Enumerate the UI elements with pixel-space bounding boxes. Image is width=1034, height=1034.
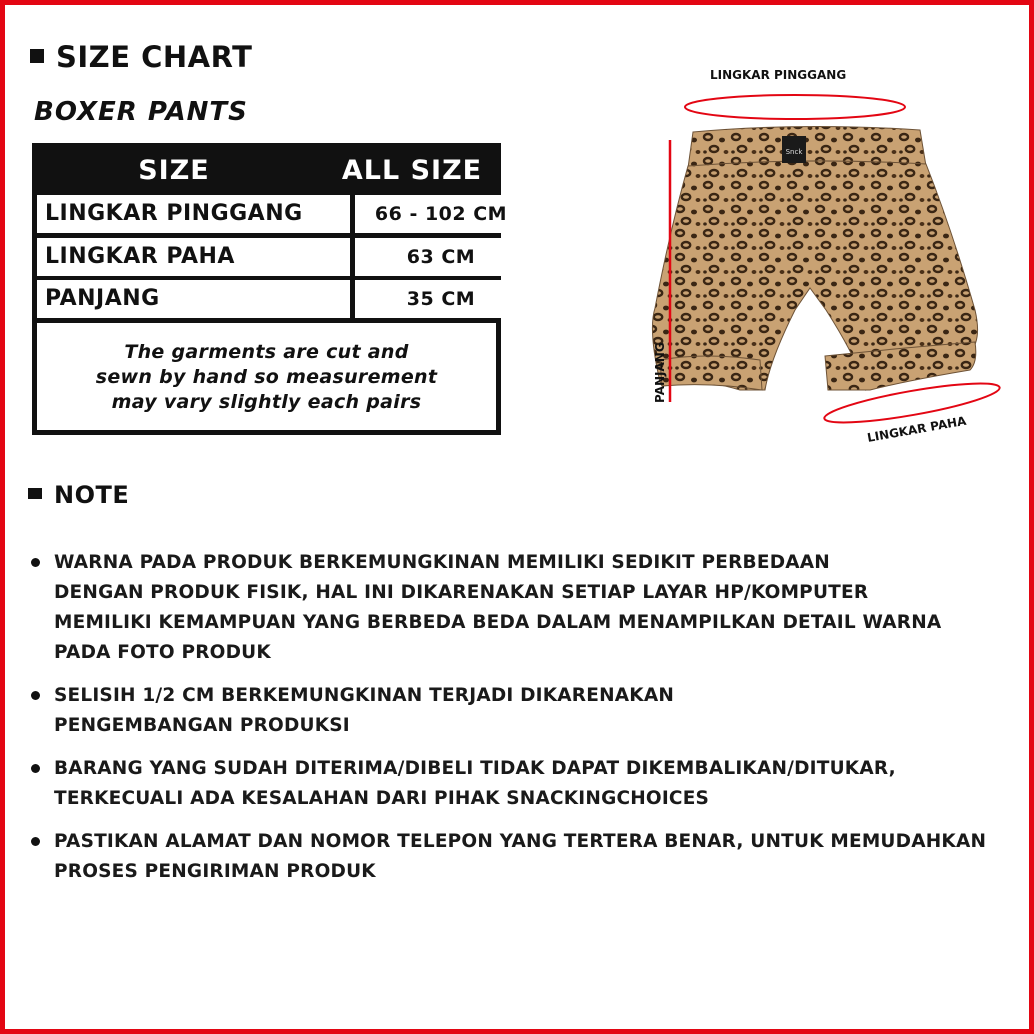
- note-list: [30, 548, 1020, 900]
- label-thigh: LINGKAR PAHA: [866, 413, 968, 445]
- bullet-dot-icon: [31, 837, 40, 846]
- label-waist: LINGKAR PINGGANG: [710, 68, 847, 82]
- note-item: [30, 681, 1020, 741]
- boxer-illustration: [590, 60, 1020, 460]
- note-line: DENGAN PRODUK FISIK, HAL INI DIKARENAKAN SETIAP LAYAR HP/KOMPUTER: [54, 582, 869, 603]
- row-value-waist: 66 - 102 CM: [355, 195, 527, 233]
- size-table-header: [32, 143, 501, 193]
- right-leg-cuff: [825, 342, 976, 390]
- square-bullet-icon: [28, 488, 42, 499]
- brand-tag-text: Snck: [785, 148, 803, 156]
- note-item: [30, 827, 1020, 887]
- row-label-length: PANJANG: [37, 280, 350, 318]
- note-line: PROSES PENGIRIMAN PRODUK: [54, 861, 376, 882]
- bullet-dot-icon: [31, 691, 40, 700]
- size-chart-title: SIZE CHART: [56, 40, 253, 74]
- bullet-dot-icon: [31, 764, 40, 773]
- row-label-waist: LINGKAR PINGGANG: [37, 195, 350, 233]
- row-value-length: 35 CM: [355, 280, 527, 318]
- disclaimer-line: The garments are cut and: [124, 341, 409, 363]
- left-leg-cuff: [660, 356, 762, 390]
- note-line: PASTIKAN ALAMAT DAN NOMOR TELEPON YANG TERTERA BENAR, UNTUK MEMUDAHKAN: [54, 831, 987, 852]
- note-line: PADA FOTO PRODUK: [54, 642, 271, 663]
- header-size: SIZE: [138, 155, 210, 186]
- row-label-thigh: LINGKAR PAHA: [37, 238, 350, 276]
- boxer-measurement-diagram: [590, 60, 1020, 460]
- label-length: PANJANG: [653, 342, 667, 403]
- disclaimer-box: [37, 323, 496, 430]
- note-line: WARNA PADA PRODUK BERKEMUNGKINAN MEMILIKI SEDIKIT PERBEDAAN: [54, 552, 830, 573]
- size-chart-heading: [30, 40, 252, 74]
- disclaimer-line: may vary slightly each pairs: [111, 391, 422, 413]
- square-bullet-icon: [30, 49, 44, 63]
- bullet-dot-icon: [31, 558, 40, 567]
- header-all-size: ALL SIZE: [341, 155, 483, 186]
- product-name: BOXER PANTS: [34, 97, 248, 127]
- waist-measure-line: [685, 95, 905, 119]
- note-item: [30, 754, 1020, 814]
- note-line: BARANG YANG SUDAH DITERIMA/DIBELI TIDAK DAPAT DIKEMBALIKAN/DITUKAR,: [54, 758, 896, 779]
- row-value-thigh: 63 CM: [355, 238, 527, 276]
- note-line: TERKECUALI ADA KESALAHAN DARI PIHAK SNACKINGCHOICES: [54, 788, 710, 809]
- disclaimer-line: sewn by hand so measurement: [95, 366, 438, 388]
- note-line: SELISIH 1/2 CM BERKEMUNGKINAN TERJADI DIKARENAKAN: [54, 685, 675, 706]
- note-item: [30, 548, 1020, 668]
- note-title: NOTE: [54, 481, 130, 509]
- size-table: [32, 143, 508, 435]
- note-line: MEMILIKI KEMAMPUAN YANG BERBEDA BEDA DALAM MENAMPILKAN DETAIL WARNA: [54, 612, 942, 633]
- note-line: PENGEMBANGAN PRODUKSI: [54, 715, 350, 736]
- note-heading: [28, 481, 129, 509]
